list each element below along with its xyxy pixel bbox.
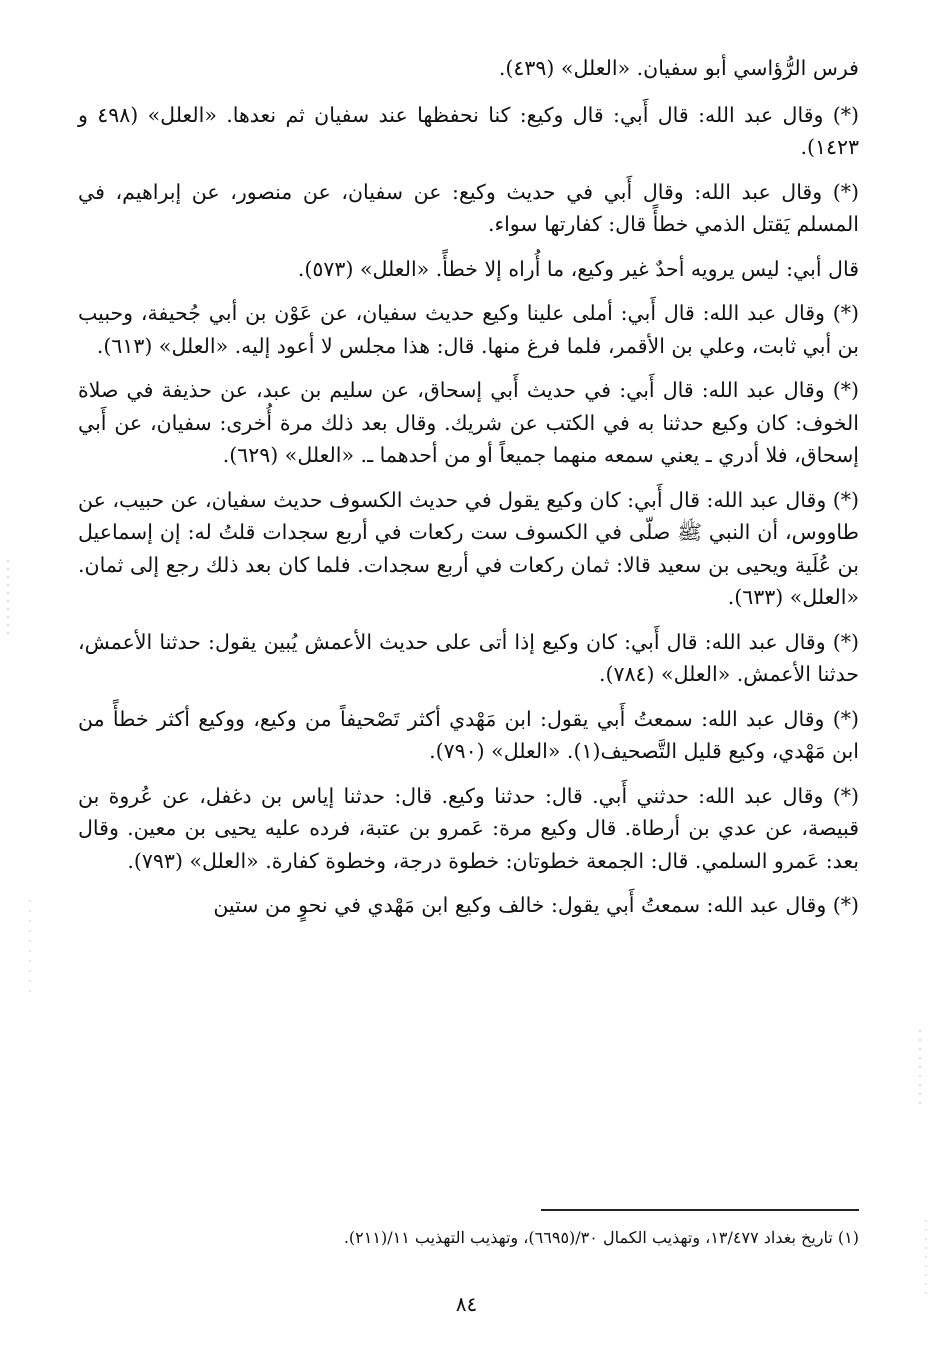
paragraph: (*) وقال عبد الله: قال أَبي: قال وكيع: كنا نحفظها عند سفيان ثم نعدها. «العلل» (٤٩٨ و ١٤٢٣). xyxy=(78,102,859,159)
page-number: ٨٤ xyxy=(455,1292,478,1316)
paragraph: قال أبي: ليس يرويه أحدٌ غير وكيع، ما أُراه إلا خطأً. «العلل» (٥٧٣). xyxy=(297,256,859,281)
paragraph: (*) وقال عبد الله: سمعتُ أَبي يقول: ابن مَهْدي أكثر تَصْحيفاً من وكيع، ووكيع أكثر خطأً من ابن مَهْدي، وكيع قليل التَّصحيف(١). «العلل» (٧٩٠). xyxy=(78,706,859,763)
paragraph: (*) وقال عبد الله: وقال أَبي في حديث وكيع: عن سفيان، عن منصور، عن إبراهيم، في المسلم يَقتل الذمي خطأً قال: كفارتها سواء. xyxy=(78,179,859,236)
paragraph: (*) وقال عبد الله: حدثني أَبي. قال: حدثنا وكيع. قال: حدثنا إياس بن دغفل، عن عُروة بن قبيصة، عن عدي بن أرطاة. قال وكيع مرة: عَمرو بن عتبة، فرده عليه يحيى بن معين. وقال بعد: عَمرو السلمي. قال: الجمعة خطوتان: خطوة درجة، وخطوة كفارة. «العلل» (٧٩٣). xyxy=(78,783,859,873)
paragraph: (*) وقال عبد الله: قال أَبي: في حديث أَبي إسحاق، عن سليم بن عبد، عن حذيفة في صلاة الخوف: كان وكيع حدثنا به في الكتب عن شريك. وقال بعد ذلك مرة أُخرى: سفيان، عن أَبي إسحاق، فلا أدري ـ يعني سمعه منهما جميعاً أو من أحدهما ـ. «العلل» (٦٢٩). xyxy=(78,378,859,467)
paragraph: (*) وقال عبد الله: قال أَبي: كان وكيع يقول في حديث الكسوف حديث سفيان، عن حبيب، عن طاووس، أن النبي ﷺ صلّى في الكسوف ست ركعات في أربع سجدات قلتُ له: إن إسماعيل بن عُلَية ويحيى بن سعيد قالا: ثمان ركعات في أربع سجدات. فلما كان بعد ذلك رجع إلى ثمان. «العلل» (٦٣٣). xyxy=(78,487,859,609)
paragraph: (*) وقال عبد الله: قال أَبي: أملى علينا وكيع حديث سفيان، عن عَوْن بن أبي جُحيفة، وحبيب بن أبي ثابت، وعلي بن الأقمر، فلما فرغ منها. قال: هذا مجلس لا أعود إليه. «العلل» (٦١٣). xyxy=(78,301,859,358)
footnote: (١) تاريخ بغداد ١٣/٤٧٧، وتهذيب الكمال ٣٠/(٦٦٩٥)، وتهذيب التهذيب ١١/(٢١١). xyxy=(343,1228,859,1247)
paragraph: (*) وقال عبد الله: سمعتُ أَبي يقول: خالف وكيع ابن مَهْدي في نحوٍ من ستين xyxy=(213,893,859,917)
footnote-divider xyxy=(541,1209,859,1211)
paragraph: فرس الرُّؤاسي أبو سفيان. «العلل» (٤٣٩). xyxy=(498,56,859,80)
main-text xyxy=(78,52,859,922)
paragraph: (*) وقال عبد الله: قال أَبي: كان وكيع إذا أتى على حديث الأعمش يُبين يقول: حدثنا الأعمش، حدثنا الأعمش. «العلل» (٧٨٤). xyxy=(78,629,859,686)
